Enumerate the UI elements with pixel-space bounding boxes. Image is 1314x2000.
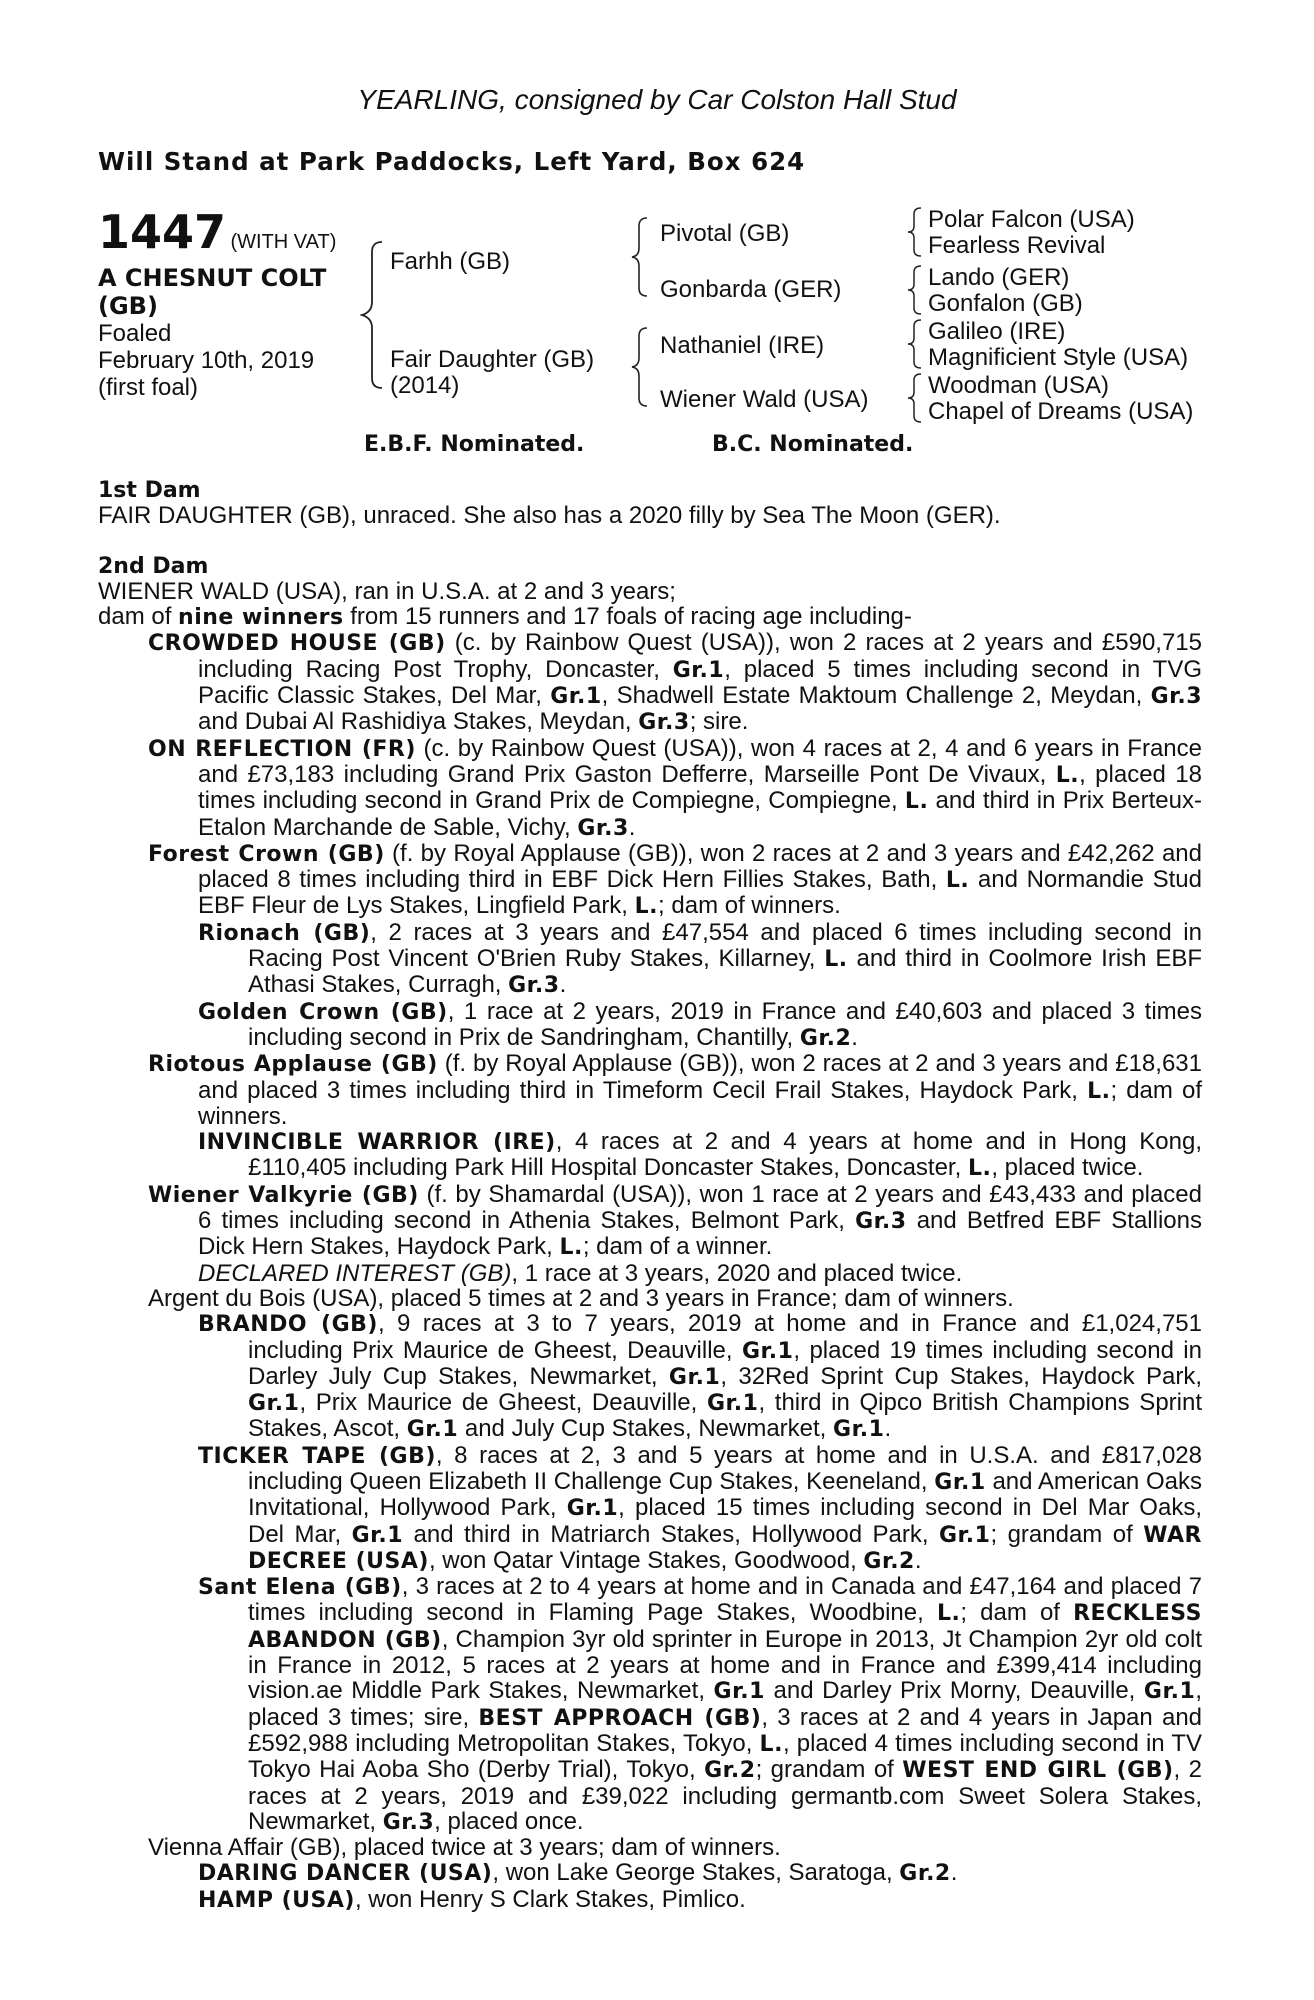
great-granddam-1: Fearless Revival: [928, 232, 1106, 259]
lot-number-block: [98, 205, 336, 259]
grandsire-1: Pivotal (GB): [660, 220, 790, 247]
granddam-2: Wiener Wald (USA): [660, 386, 869, 413]
great-grandsire-1: Polar Falcon (USA): [928, 206, 1135, 233]
granddam-1: Gonbarda (GER): [660, 276, 842, 303]
bc-nominated: B.C. Nominated.: [712, 432, 914, 457]
progeny-crowded-house: CROWDED HOUSE (GB) (c. by Rainbow Quest (USA)), won 2 races at 2 years and £590,715 including Racing Post Trophy, Doncaster, Gr.1, placed 5 times including second in TVG Pacific Classic Stakes, Del Mar, Gr.1, Shadwell Estate Maktoum Challenge 2, Meydan, Gr.3 and Dubai Al Rashidiya Stakes, Meydan, Gr.3; sire.: [148, 629, 1202, 736]
ggs-brace-2: [906, 264, 926, 316]
dam-year: (2014): [390, 372, 460, 399]
dam-produce-record: [98, 478, 1202, 1913]
foal-note: (first foal): [98, 374, 199, 401]
first-dam-heading: 1st Dam: [98, 478, 201, 503]
progeny-rionach: Rionach (GB), 2 races at 3 years and £47,554 and placed 6 times including second in Racing Post Vincent O'Brien Ruby Stakes, Killarney, L. and third in Coolmore Irish EBF Athasi Stakes, Curragh, Gr.3.: [198, 918, 1202, 999]
progeny-argent-du-bois: Argent du Bois (USA), placed 5 times at 2 and 3 years in France; dam of winners.: [148, 1284, 1014, 1312]
progeny-on-reflection: ON REFLECTION (FR) (c. by Rainbow Quest (USA)), won 4 races at 2, 4 and 6 years in France and £73,183 including Grand Prix Gaston Defferre, Marseille Pont De Vivaux, L., placed 18 times including second in Grand Prix de Compiegne, Compiegne, L. and third in Prix Berteux-Etalon Marchande de Sable, Vichy, Gr.3.: [148, 734, 1203, 841]
progeny-forest-crown: Forest Crown (GB) (f. by Royal Applause (GB)), won 2 races at 2 and 3 years and £42,262 and placed 8 times including third in EBF Dick Hern Fillies Stakes, Bath, L. and Normandie Stud EBF Fleur de Lys Stakes, Lingfield Park, L.; dam of winners.: [148, 839, 1203, 920]
progeny-brando: BRANDO (GB), 9 races at 3 to 7 years, 2019 at home and in France and £1,024,751 including Prix Maurice de Gheest, Deauville, Gr.1, placed 19 times including second in Darley July Cup Stakes, Newmarket, Gr.1, 32Red Sprint Cup Stakes, Haydock Park, Gr.1, Prix Maurice de Gheest, Deauville, Gr.1, third in Qipco British Champions Sprint Stakes, Ascot, Gr.1 and July Cup Stakes, Newmarket, Gr.1.: [198, 1310, 1203, 1443]
progeny-hamp: HAMP (USA), won Henry S Clark Stakes, Pimlico.: [198, 1885, 746, 1913]
progeny-invincible-warrior: INVINCIBLE WARRIOR (IRE), 4 races at 2 and 4 years at home and in Hong Kong, £110,405 including Park Hill Hospital Doncaster Stakes, Doncaster, L., placed twice.: [198, 1128, 1202, 1182]
progeny-golden-crown: Golden Crown (GB), 1 race at 2 years, 2019 in France and £40,603 and placed 3 times including second in Prix de Sandringham, Chantilly, Gr.2.: [198, 997, 1202, 1051]
ggs-brace-1: [906, 206, 926, 258]
progeny-ticker-tape: TICKER TAPE (GB), 8 races at 2, 3 and 5 years at home and in U.S.A. and £817,028 including Queen Elizabeth II Challenge Cup Stakes, Keeneland, Gr.1 and American Oaks Invitational, Hollywood Park, Gr.1, placed 15 times including second in Del Mar Oaks, Del Mar, Gr.1 and third in Matriarch Stakes, Hollywood Park, Gr.1; grandam of WAR DECREE (USA), won Qatar Vintage Stakes, Goodwood, Gr.2.: [198, 1441, 1203, 1574]
progeny-sant-elena: Sant Elena (GB), 3 races at 2 to 4 years at home and in Canada and £47,164 and placed 7 times including second in Flaming Page Stakes, Woodbine, L.; dam of RECKLESS ABANDON (GB), Champion 3yr old sprinter in Europe in 2013, Jt Champion 2yr old colt in France in 2012, 5 races at 2 years at home and in France and £399,414 including vision.ae Middle Park Stakes, Newmarket, Gr.1 and Darley Prix Morny, Deauville, Gr.1, placed 3 times; sire, BEST APPROACH (GB), 3 races at 2 and 4 years in Japan and £592,988 including Metropolitan Stakes, Tokyo, L., placed 4 times including second in TV Tokyo Hai Aoba Sho (Derby Trial), Tokyo, Gr.2; grandam of WEST END GIRL (GB), 2 races at 2 years, 2019 and £39,022 including germantb.com Sweet Solera Stakes, Newmarket, Gr.3, placed once.: [198, 1573, 1203, 1835]
grandsire-2: Nathaniel (IRE): [660, 332, 825, 359]
second-dam-line-1: WIENER WALD (USA), ran in U.S.A. at 2 and 3 years;: [98, 577, 676, 605]
progeny-declared-interest: DECLARED INTEREST (GB), 1 race at 3 years, 2020 and placed twice.: [198, 1259, 963, 1287]
progeny-riotous-applause: Riotous Applause (GB) (f. by Royal Applause (GB)), won 2 races at 2 and 3 years and £18,631 and placed 3 times including third in Timeform Cecil Frail Stakes, Haydock Park, L.; dam of winners.: [148, 1050, 1202, 1130]
great-grandsire-2: Lando (GER): [928, 264, 1070, 291]
great-grandsire-4: Woodman (USA): [928, 372, 1109, 399]
great-granddam-4: Chapel of Dreams (USA): [928, 398, 1194, 425]
foaled-label: Foaled: [98, 320, 172, 347]
lot-number: 1447: [98, 205, 227, 259]
ggs-brace-3: [906, 318, 926, 370]
second-dam-heading: 2nd Dam: [98, 553, 209, 579]
vat-note: (WITH VAT): [230, 231, 337, 253]
ggs-brace-4: [906, 372, 926, 424]
sire-line-brace: [630, 216, 652, 298]
lot-description-country: (GB): [98, 292, 158, 320]
great-grandsire-3: Galileo (IRE): [928, 318, 1066, 345]
stand-location: Will Stand at Park Paddocks, Left Yard, Box 624: [98, 147, 806, 176]
dam-name: Fair Daughter (GB): [390, 346, 595, 373]
sire-dam-brace: [360, 240, 390, 390]
progeny-vienna-affair: Vienna Affair (GB), placed twice at 3 years; dam of winners.: [148, 1834, 781, 1862]
great-granddam-2: Gonfalon (GB): [928, 290, 1083, 317]
great-granddam-3: Magnificient Style (USA): [928, 344, 1189, 371]
catalogue-header: YEARLING, consigned by Car Colston Hall Stud: [357, 84, 957, 115]
lot-description: A CHESNUT COLT: [98, 264, 327, 292]
progeny-wiener-valkyrie: Wiener Valkyrie (GB) (f. by Shamardal (USA)), won 1 race at 2 years and £43,433 and placed 6 times including second in Athenia Stakes, Belmont Park, Gr.3 and Betfred EBF Stallions Dick Hern Stakes, Haydock Park, L.; dam of a winner.: [148, 1180, 1202, 1261]
foaled-date: February 10th, 2019: [98, 347, 315, 374]
first-dam-text: FAIR DAUGHTER (GB), unraced. She also has a 2020 filly by Sea The Moon (GER).: [98, 502, 1001, 530]
second-dam-line-2: dam of nine winners from 15 runners and 17 foals of racing age including-: [98, 603, 912, 631]
ebf-nominated: E.B.F. Nominated.: [364, 432, 585, 457]
dam-line-brace: [630, 326, 652, 408]
sire-name: Farhh (GB): [390, 248, 511, 275]
progeny-daring-dancer: DARING DANCER (USA), won Lake George Stakes, Saratoga, Gr.2.: [198, 1859, 958, 1887]
